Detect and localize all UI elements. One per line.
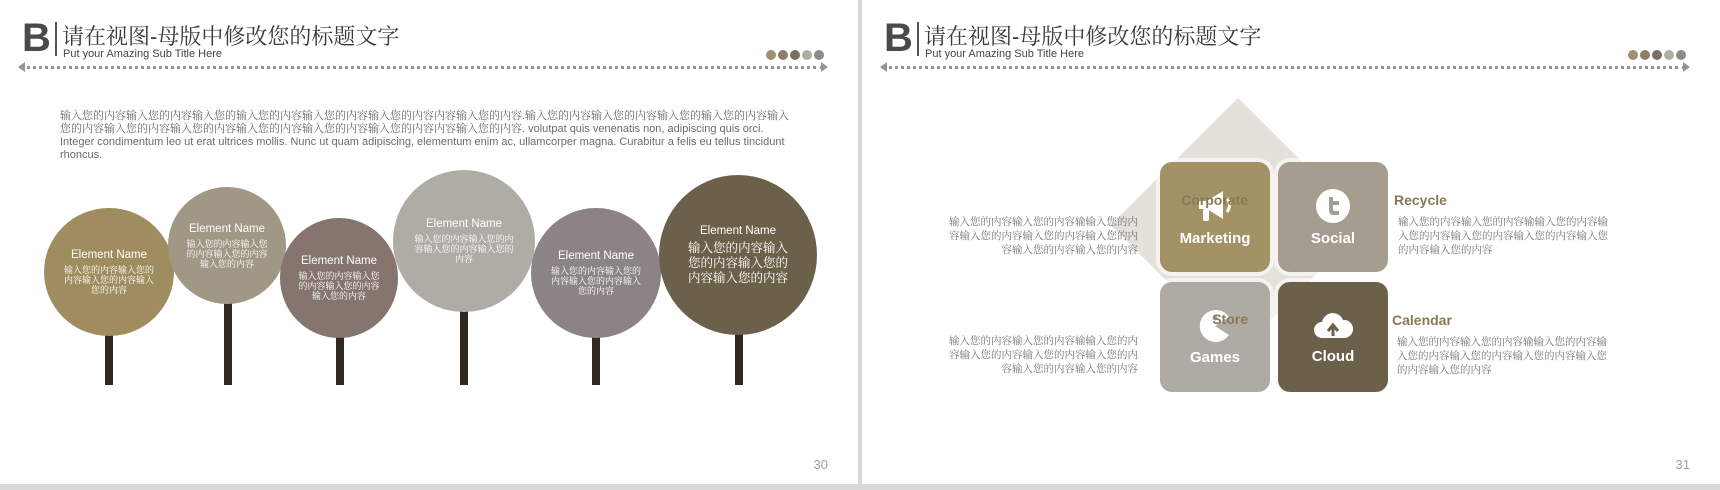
element-text: 输入您的内容输入您的内容输入您的内容输入您的内容 (298, 271, 380, 301)
header-dot (1676, 50, 1686, 60)
calendar-text: 输入您的内容输入您的内容输输入您的内容输入您的内容输入您的内容输入您的内容输入您的内容输入您的内容 (1397, 336, 1607, 376)
tile-games (1160, 282, 1270, 392)
recycle-text: 输入您的内容输入您的内容输输入您的内容输入您的内容输入您的内容输入您的内容输入您的内容输入您的内容 (1398, 216, 1608, 256)
tree-crown (168, 187, 286, 304)
element-name: Element Name (300, 255, 378, 267)
slide-30 (0, 0, 858, 484)
page-number: 31 (1675, 457, 1690, 472)
element-name: Element Name (70, 249, 148, 261)
twitter-icon (1315, 188, 1351, 224)
page-title: 请在视图-母版中修改您的标题文字 (62, 24, 400, 49)
store-text: 输入您的内容输入您的内容输输入您的内容输入您的内容输入您的内容输入您的内容输入您的内容输入您的内容 (949, 335, 1138, 375)
tile-cloud (1278, 282, 1388, 392)
intro-paragraph: 输入您的内容输入您的内容输入您的输入您的内容输入您的内容输入您的内容内容输入您的内容.输入您的内容输入您的内容输入您的输入您的内容输入您的内容输入您的内容输入您的内容输入您的内容输入您的内容输入您的内容内容输入您的内容. volutpat quis venenatis non, adipiscing quis orci. Integer condimentum leo ut erat ultrices mollis. Nunc ut quam adipiscing, elementum enim ac, ullamcorper magna. Curabitur a felis eu tellus tincidunt rhoncus. (60, 110, 790, 161)
element-text: 输入您的内容输入您的内容输入您的内容输入您的内容 (550, 266, 641, 296)
arrow-left-icon (880, 62, 887, 72)
tree-3 (280, 215, 400, 385)
calendar-title: Calendar (1392, 312, 1452, 328)
tile-marketing (1160, 162, 1270, 272)
element-text: 输入您的内容输入您的内容输入您的内容输入您的内容 (186, 238, 268, 269)
corporate-title: Corporate (1181, 192, 1248, 208)
header-dot (814, 50, 824, 60)
header-dot (766, 50, 776, 60)
tree-6 (659, 173, 819, 385)
element-text: 输入您的内容输入您的内容输入您的内容输入您的内容 (414, 234, 514, 264)
page-number: 30 (813, 457, 828, 472)
slide-31 (862, 0, 1720, 484)
tree-crown (393, 170, 535, 312)
tile-label: Marketing (1179, 229, 1251, 247)
tile-social (1278, 162, 1388, 272)
page-subtitle: Put your Amazing Sub Title Here (925, 48, 1084, 60)
element-name: Element Name (557, 250, 635, 262)
arrow-left-icon (18, 62, 25, 72)
tree-crown (531, 208, 661, 338)
header-dots (766, 50, 824, 60)
header-dotted-line (882, 66, 1686, 69)
header-dots (1628, 50, 1686, 60)
page-subtitle: Put your Amazing Sub Title Here (63, 48, 222, 60)
element-text: 输入您的内容输入您的内容输入您的内容输入您的内容 (687, 240, 788, 285)
header-dot (1628, 50, 1638, 60)
header-divider (55, 22, 57, 56)
header-dot (778, 50, 788, 60)
element-text: 输入您的内容输入您的内容输入您的内容输入您的内容 (63, 265, 154, 295)
tree-5 (531, 205, 661, 385)
tree-1 (44, 205, 174, 385)
header-letter: B (884, 16, 913, 60)
element-name: Element Name (188, 222, 266, 235)
header-dotted-line (20, 66, 824, 69)
header-divider (917, 22, 919, 56)
header-dot (790, 50, 800, 60)
tile-label: Games (1189, 348, 1241, 366)
arrow-right-icon (821, 62, 828, 72)
arrow-right-icon (1683, 62, 1690, 72)
tile-label: Cloud (1311, 347, 1355, 365)
tile-label: Social (1310, 229, 1356, 247)
element-name: Element Name (425, 218, 503, 230)
tree-crown (659, 175, 817, 335)
corporate-text: 输入您的内容输入您的内容输输入您的内容输入您的内容输入您的内容输入您的内容输入您的内容输入您的内容 (949, 216, 1138, 256)
tree-4 (393, 168, 535, 385)
header-dot (1652, 50, 1662, 60)
store-title: Store (1212, 311, 1248, 327)
header-letter: B (22, 16, 51, 60)
header-dot (1640, 50, 1650, 60)
recycle-title: Recycle (1394, 192, 1447, 208)
element-name: Element Name (699, 224, 777, 237)
header-dot (1664, 50, 1674, 60)
page-title: 请在视图-母版中修改您的标题文字 (924, 24, 1262, 49)
tree-2 (168, 185, 288, 385)
tree-crown (44, 208, 174, 336)
tree-crown (280, 218, 398, 338)
cloud-upload-icon (1312, 310, 1354, 342)
header-dot (802, 50, 812, 60)
